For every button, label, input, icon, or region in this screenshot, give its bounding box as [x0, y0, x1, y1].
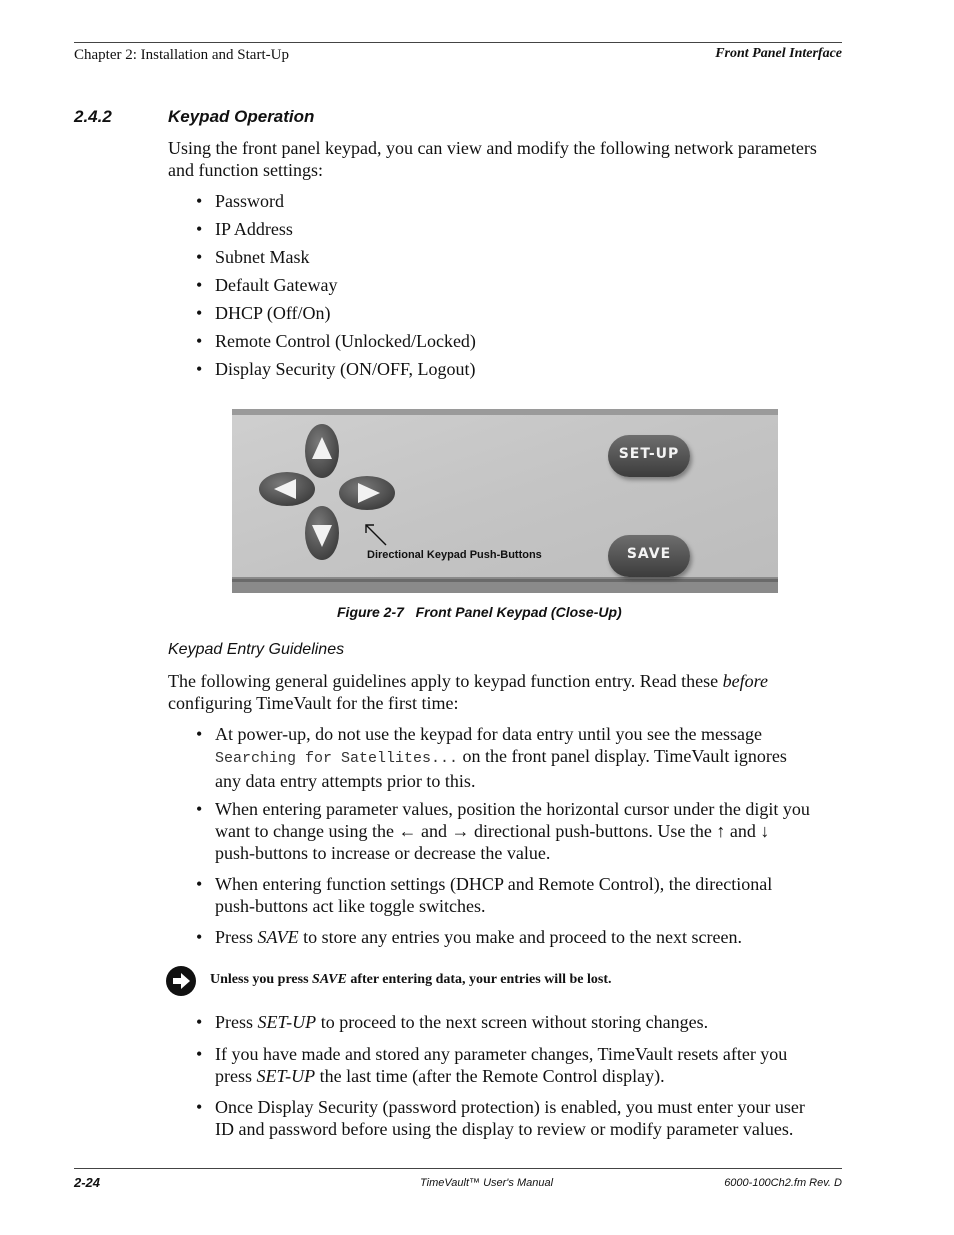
bullet: •: [196, 219, 203, 239]
guideline-item: [215, 723, 845, 792]
bullet: •: [196, 303, 203, 323]
guideline-text: At power-up, do not use the keypad for data entry until you see the message: [215, 724, 762, 744]
guideline-text: push-buttons act like toggle switches.: [215, 896, 486, 916]
save-button[interactable]: [608, 535, 690, 577]
guideline-text: push-buttons to increase or decrease the value.: [215, 843, 551, 863]
setup-button-label: SET-UP: [618, 446, 680, 462]
keypad-callout-label: Directional Keypad Push-Buttons: [367, 549, 542, 561]
guidelines-intro: [168, 670, 844, 714]
guidelines-heading: Keypad Entry Guidelines: [168, 641, 345, 658]
page-number: 2-24: [74, 1175, 101, 1190]
guideline-text: press: [215, 1066, 257, 1086]
message-code: Searching for Satellites...: [215, 750, 459, 767]
guideline-text: Press: [215, 927, 258, 947]
keypad-photo: [232, 409, 778, 593]
guideline-text: to store any entries you make and proceed to the next screen.: [298, 927, 742, 947]
save-button-label: SAVE: [626, 546, 672, 562]
section-number: 2.4.2: [74, 107, 112, 126]
bullet: •: [196, 1012, 203, 1032]
param-item: Subnet Mask: [215, 247, 310, 267]
bullet: •: [196, 359, 203, 379]
guidelines-intro-emphasis: before: [722, 671, 768, 691]
guideline-text: any data entry attempts prior to this.: [215, 771, 476, 791]
param-item: Default Gateway: [215, 275, 338, 295]
guideline-text: want to change using the ← and → directional push-buttons. Use the ↑ and ↓: [215, 821, 770, 841]
bullet: •: [196, 799, 203, 819]
note-emphasis: SAVE: [312, 972, 347, 987]
param-item: DHCP (Off/On): [215, 303, 331, 323]
note-text-part: Unless you press: [210, 972, 313, 987]
bullet: •: [196, 191, 203, 211]
guideline-item: [215, 1011, 845, 1033]
guideline-text: ID and password before using the display to review or modify parameter values.: [215, 1119, 794, 1139]
left-arrow-button[interactable]: [258, 471, 316, 507]
bullet: •: [196, 1044, 203, 1064]
bullet: •: [196, 1097, 203, 1117]
param-item: Display Security (ON/OFF, Logout): [215, 359, 476, 379]
footer-rule: [74, 1168, 842, 1169]
guideline-text: Press: [215, 1012, 258, 1032]
guideline-item: [215, 1043, 845, 1087]
setup-button[interactable]: [608, 435, 690, 477]
guideline-item: [215, 798, 845, 864]
header-section: Front Panel Interface: [715, 46, 842, 61]
guideline-item: [215, 926, 845, 948]
guideline-item: [215, 873, 845, 917]
guideline-item: [215, 1096, 845, 1140]
guideline-text: on the front panel display. TimeVault ignores: [458, 746, 787, 766]
guidelines-intro-text-2: configuring TimeVault for the first time:: [168, 693, 459, 713]
guideline-text: to proceed to the next screen without storing changes.: [316, 1012, 709, 1032]
bullet: •: [196, 247, 203, 267]
guideline-text: When entering function settings (DHCP and Remote Control), the directional: [215, 874, 773, 894]
section-intro: Using the front panel keypad, you can view and modify the following network parameters and function settings:: [168, 138, 817, 180]
guideline-emphasis: SAVE: [257, 927, 299, 947]
section-title: Keypad Operation: [168, 107, 315, 126]
footer-manual-title: TimeVault™ User's Manual: [420, 1177, 554, 1189]
guideline-emphasis: SET-UP: [256, 1066, 316, 1086]
bullet: •: [196, 331, 203, 351]
down-arrow-button[interactable]: [304, 505, 340, 561]
note-text-part: after entering data, your entries will be lost.: [346, 972, 612, 987]
bullet: •: [196, 927, 203, 947]
footer-file-rev: 6000-100Ch2.fm Rev. D: [724, 1177, 842, 1189]
note-text: [210, 972, 611, 988]
guideline-text: If you have made and stored any parameter changes, TimeVault resets after you: [215, 1044, 788, 1064]
header-rule: [74, 42, 842, 43]
guideline-emphasis: SET-UP: [257, 1012, 317, 1032]
bullet: •: [196, 275, 203, 295]
right-arrow-button[interactable]: [338, 475, 396, 511]
bullet: •: [196, 874, 203, 894]
header-chapter: Chapter 2: Installation and Start-Up: [74, 47, 289, 63]
guideline-text: the last time (after the Remote Control display).: [315, 1066, 665, 1086]
param-item: Password: [215, 191, 285, 211]
bullet: •: [196, 724, 203, 744]
guidelines-intro-text: The following general guidelines apply to keypad function entry. Read these: [168, 671, 723, 691]
guideline-text: Once Display Security (password protection) is enabled, you must enter your user: [215, 1097, 805, 1117]
note-icon: [165, 965, 197, 997]
figure-caption: Figure 2-7 Front Panel Keypad (Close-Up): [337, 604, 622, 620]
param-item: Remote Control (Unlocked/Locked): [215, 331, 476, 351]
param-item: IP Address: [215, 219, 293, 239]
guideline-text: When entering parameter values, position the horizontal cursor under the digit you: [215, 799, 810, 819]
callout-arrow-icon: [362, 521, 388, 547]
